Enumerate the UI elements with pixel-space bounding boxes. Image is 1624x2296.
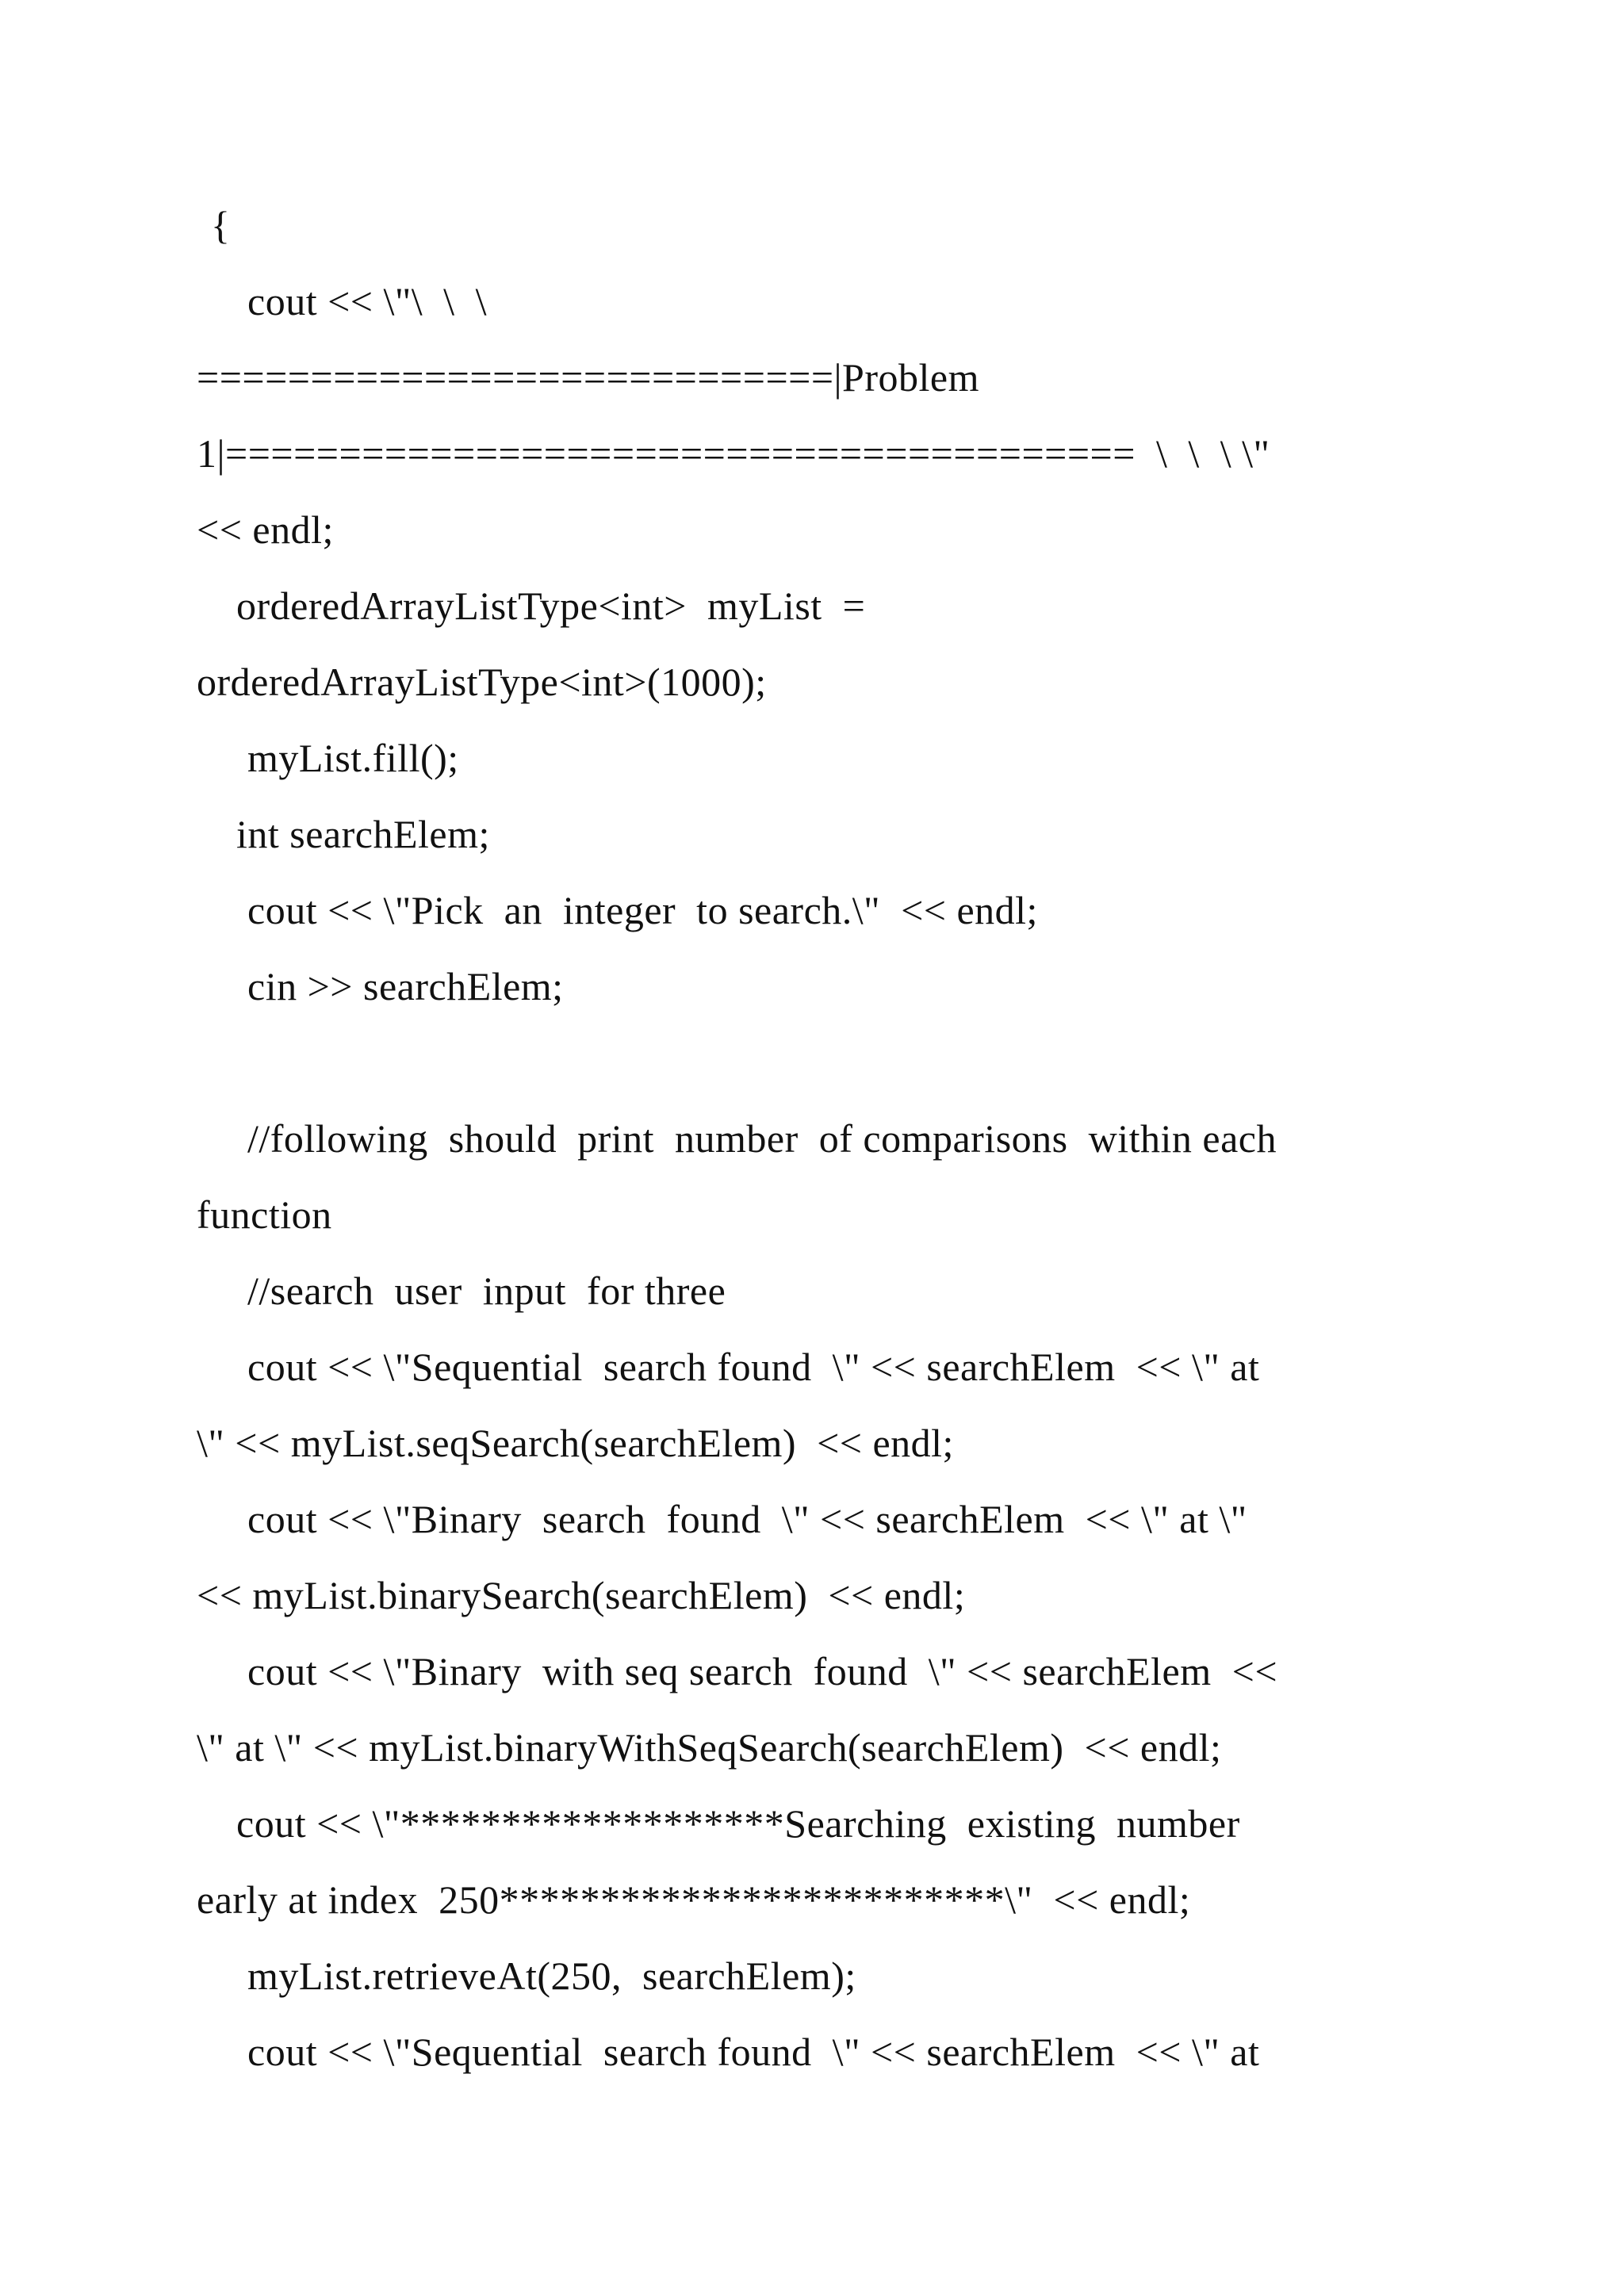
code-line: myList.fill();: [247, 736, 459, 780]
code-line: \" at \" << myList.binaryWithSeqSearch(searchElem) << endl;: [197, 1725, 1222, 1770]
code-line: << endl;: [197, 507, 334, 552]
code-line: //following should print number of comparisons within each: [247, 1116, 1277, 1161]
code-line: function: [197, 1192, 332, 1237]
code-text-block: [197, 187, 1434, 2090]
code-line: 1|======================================== \ \ \ \": [197, 431, 1270, 476]
code-line: cin >> searchElem;: [247, 964, 564, 1008]
code-line: orderedArrayListType<int> myList =: [236, 584, 866, 628]
code-line: {: [211, 203, 231, 247]
code-line: cout << \"Pick an integer to search.\" << endl;: [247, 888, 1038, 932]
code-line: cout << \"Sequential search found \" << searchElem << \" at: [247, 2030, 1260, 2074]
code-line: ============================|Problem: [197, 355, 979, 400]
code-line: myList.retrieveAt(250, searchElem);: [247, 1954, 856, 1998]
code-line: //search user input for three: [247, 1269, 726, 1313]
code-line: int searchElem;: [236, 812, 490, 856]
code-line: \" << myList.seqSearch(searchElem) << endl;: [197, 1421, 954, 1465]
code-line: << myList.binarySearch(searchElem) << endl;: [197, 1573, 966, 1617]
code-line: early at index 250*************************\" << endl;: [197, 1877, 1191, 1922]
code-line: cout << \"*******************Searching existing number: [236, 1801, 1240, 1846]
blank-line: [197, 1024, 1434, 1100]
code-line: cout << \"\ \ \: [247, 279, 487, 323]
code-line: orderedArrayListType<int>(1000);: [197, 660, 767, 704]
code-line: cout << \"Sequential search found \" << searchElem << \" at: [247, 1345, 1260, 1389]
code-line: cout << \"Binary search found \" << searchElem << \" at \": [247, 1497, 1247, 1541]
code-line: cout << \"Binary with seq search found \" << searchElem <<: [247, 1649, 1278, 1693]
